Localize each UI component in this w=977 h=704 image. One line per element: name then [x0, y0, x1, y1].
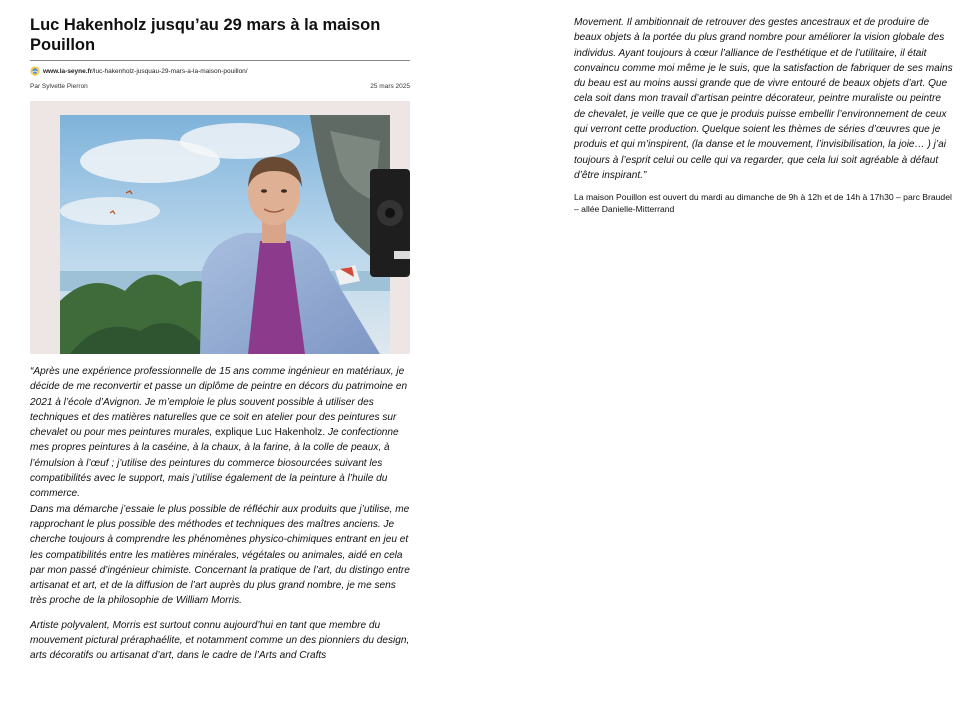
paragraph-morris: Artiste polyvalent, Morris est surtout connu aujourd’hui en tant que membre du mouvement pictural préraphaélite, et notamment comme un des pionniers du design, arts décoratifs ou artisanat d’art, dans le cadre de l’Arts and Crafts	[30, 619, 410, 662]
right-column	[574, 15, 954, 215]
quote-part-3: Dans ma démarche j’essaie le plus possible de réfléchir aux produits que j’utilise, me rapprochant le plus possible des méthodes et techniques des maîtres anciens. Je cherche toujours à comprendre les phénomènes physico-chimiques entrant en jeu et les compatibilités entre les matières minérales, végétales ou animales, aidé en cela par mon passé d’ingénieur chimiste. Concernant la pratique de l’art, du distingo entre artisanat et art, et de la diffusion de l’art auprès du plus grand nombre, je me sens très proche de la philosophie de William Morris.	[30, 503, 410, 607]
title-divider	[30, 60, 410, 61]
source-path[interactable]: /luc-hakenholz-jusquau-29-mars-a-la-maison-pouillon/	[92, 67, 248, 75]
quote-part-1: “Après une expérience professionnelle de 15 ans comme ingénieur en matériaux, je décide de me reconvertir et passe un diplôme de peintre en décors du patrimoine en 2021 à l’école d’Avignon. Je m’emploie le plus souvent possible à utiliser des techniques et des matières naturelles que ce soit en atelier pour des peintures sur chevalet ou pour mes peintures murales,	[30, 366, 408, 439]
portrait-photo	[30, 101, 410, 354]
article-title: Luc Hakenholz jusqu’au 29 mars à la maison Pouillon	[30, 16, 381, 54]
quote-part-2: Je confectionne mes propres peintures à la caséine, à la chaux, à la farine, à la colle de peaux, à l’émulsion à l’œuf ; j’utilise des peintures du commerce biosourcées suivant les compatibilités avec le support, mais j’utilise également de la peinture à l’huile du commerce.	[30, 427, 399, 500]
source-domain[interactable]: www.la-seyne.fr	[43, 67, 93, 75]
paragraph-quote-1	[30, 364, 410, 609]
author-byline: Par Sylvette Pierron	[30, 83, 88, 90]
site-favicon-icon	[30, 66, 40, 76]
article-meta	[30, 83, 410, 93]
publish-date: 25 mars 2025	[370, 83, 410, 90]
opening-hours-note: La maison Pouillon est ouvert du mardi au dimanche de 9h à 12h et de 14h à 17h30 – parc Braudel – allée Danielle-Mitterrand	[574, 192, 952, 214]
quote-attribution: explique Luc Hakenholz.	[212, 427, 328, 439]
paragraph-continuation: Movement. Il ambitionnait de retrouver des gestes ancestraux et de produire de beaux objets à la portée du plus grand nombre pour améliorer la vision globale des individus. Ayant toujours à cœur l’alliance de l’esthétique et de l’utilitaire, il était convaincu comme moi même je le suis, que la satisfaction de fabriquer de ses mains du beau est au moins aussi grande que de vivre entouré de beaux objets d’art. Que cela soit dans mon travail d’artisan peintre décorateur, peintre muraliste ou peintre de chevalet, je veille que ce que je produis puisse embellir l’environnement de ceux qui verront cette production. Quelque soient les thèmes de séries d’œuvres que je produis et qui m’inspirent, (la danse et le mouvement, l’invisibilisation, la joie… ) j’ai toujours à l’esprit celui ou celle qui va regarder, que cela lui soit agréable à défaut d’être inspirant.”	[574, 17, 953, 181]
left-column	[30, 15, 410, 664]
source-link[interactable]	[30, 65, 410, 77]
